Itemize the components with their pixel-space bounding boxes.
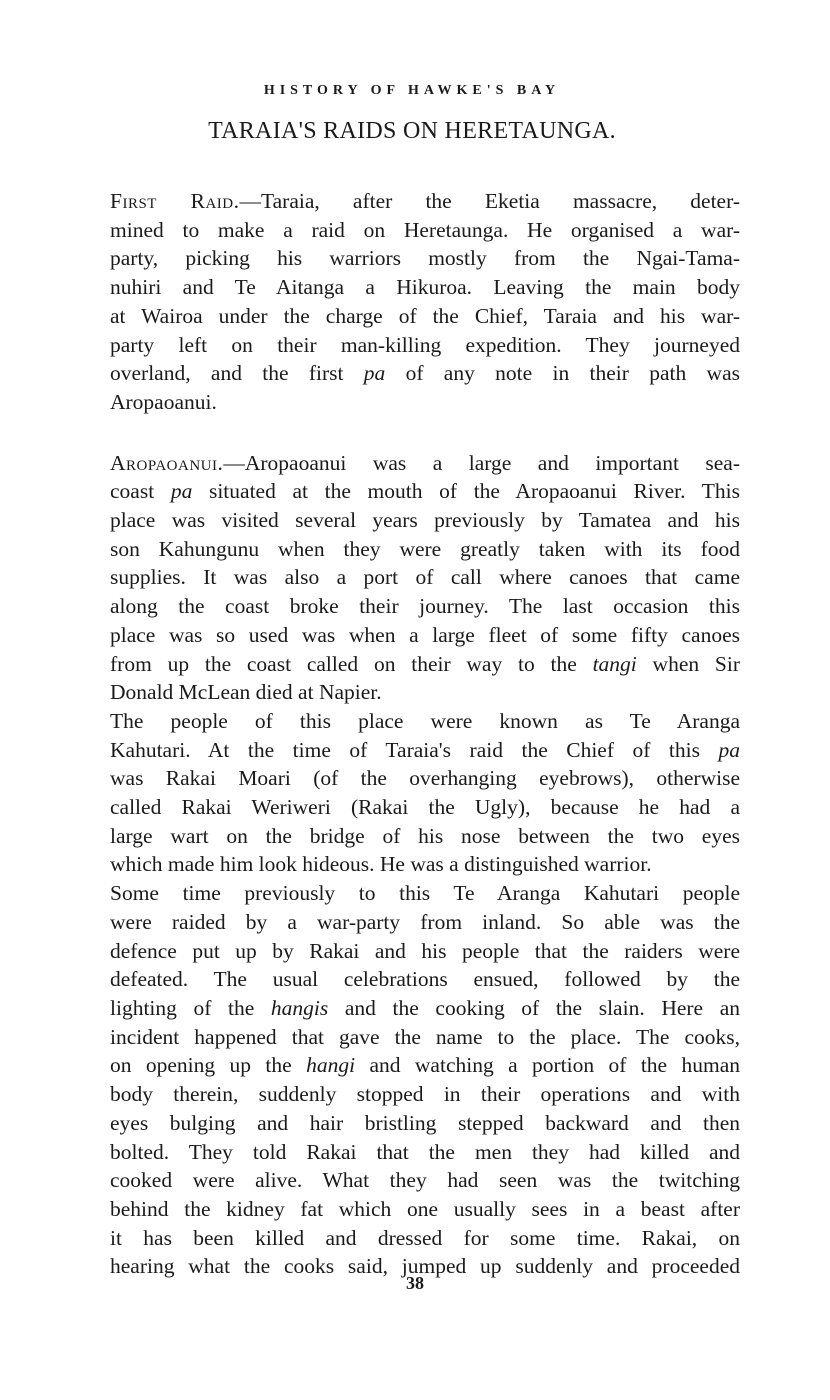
italic-term: pa [718,737,740,762]
text-line: incident happened that gave the name to the place. The cooks, [110,1024,740,1049]
text-line: mined to make a raid on Heretaunga. He organised a war- [110,217,740,242]
text-line: lighting of the hangis and the cooking of the slain. Here an [110,995,740,1020]
text-line: supplies. It was also a port of call where canoes that came [110,565,740,590]
chapter-title: TARAIA'S RAIDS ON HERETAUNGA. [208,118,616,144]
text-line: were raided by a war-party from inland. So able was the [110,909,740,934]
text-line: was Rakai Moari (of the overhanging eyebrows), otherwise [110,766,740,791]
paragraph-aropaoanui [84,449,740,707]
italic-term: tangi [592,651,637,676]
text-line: on opening up the hangi and watching a portion of the human [110,1053,740,1078]
text-line: defeated. The usual celebrations ensued, followed by the [110,967,740,992]
paragraph-first-raid [84,187,740,417]
book-page [84,80,740,1281]
paragraph-raid [84,879,740,1281]
page-number: 38 [406,1273,424,1293]
text-line: First Raid.—Taraia, after the Eketia massacre, deter- [110,189,740,213]
text-line: overland, and the first pa of any note in their path was [110,361,740,386]
text-line: son Kahungunu when they were greatly taken with its food [110,536,740,561]
italic-term: hangi [306,1053,356,1078]
text-line: Aropaoanui.—Aropaoanui was a large and important sea- [110,450,740,475]
text-line: large wart on the bridge of his nose between the two eyes [110,823,740,848]
italic-term: pa [363,361,386,386]
running-head: HISTORY OF HAWKE'S BAY [263,83,561,98]
text-line: party, picking his warriors mostly from the Ngai-Tama- [110,246,740,271]
text-line: Some time previously to this Te Aranga Kahutari people [110,881,740,906]
text-line: place was visited several years previously by Tamatea and his [110,508,740,533]
text-line: behind the kidney fat which one usually sees in a beast after [110,1196,740,1221]
text-line: party left on their man-killing expedition. They journeyed [110,332,740,357]
text-line: coast pa situated at the mouth of the Aropaoanui River. This [110,479,740,504]
text-line: called Rakai Weriweri (Rakai the Ugly), because he had a [110,795,740,820]
text-line: hearing what the cooks said, jumped up suddenly and proceeded [110,1254,740,1279]
text-line: The people of this place were known as Te Aranga [110,708,740,733]
text-line: bolted. They told Rakai that the men they had killed and [110,1139,740,1164]
paragraph-people [84,707,740,879]
italic-term: pa [170,479,193,504]
text-line: body therein, suddenly stopped in their operations and with [110,1082,740,1107]
section-heading: First Raid. [110,189,240,213]
text-line: at Wairoa under the charge of the Chief, Taraia and his war- [110,303,740,328]
section-heading: Aropaoanui. [110,450,224,475]
text-line: Kahutari. At the time of Taraia's raid the Chief of this pa [110,737,740,762]
text-line: cooked were alive. What they had seen was the twitching [110,1168,740,1193]
text-line: along the coast broke their journey. The last occasion this [110,594,740,619]
text-line: defence put up by Rakai and his people that the raiders were [110,938,740,963]
text-line: nuhiri and Te Aitanga a Hikuroa. Leaving the main body [110,275,740,300]
italic-term: hangis [270,995,329,1020]
text-line: which made him look hideous. He was a distinguished warrior. [110,852,652,877]
text-line: Aropaoanui. [110,389,217,414]
text-line: it has been killed and dressed for some time. Rakai, on [110,1225,740,1250]
text-line: place was so used was when a large fleet of some fifty canoes [110,622,740,647]
text-line: eyes bulging and hair bristling stepped backward and then [110,1110,740,1135]
text-line: Donald McLean died at Napier. [110,680,382,705]
text-line: from up the coast called on their way to the tangi when Sir [110,651,740,676]
